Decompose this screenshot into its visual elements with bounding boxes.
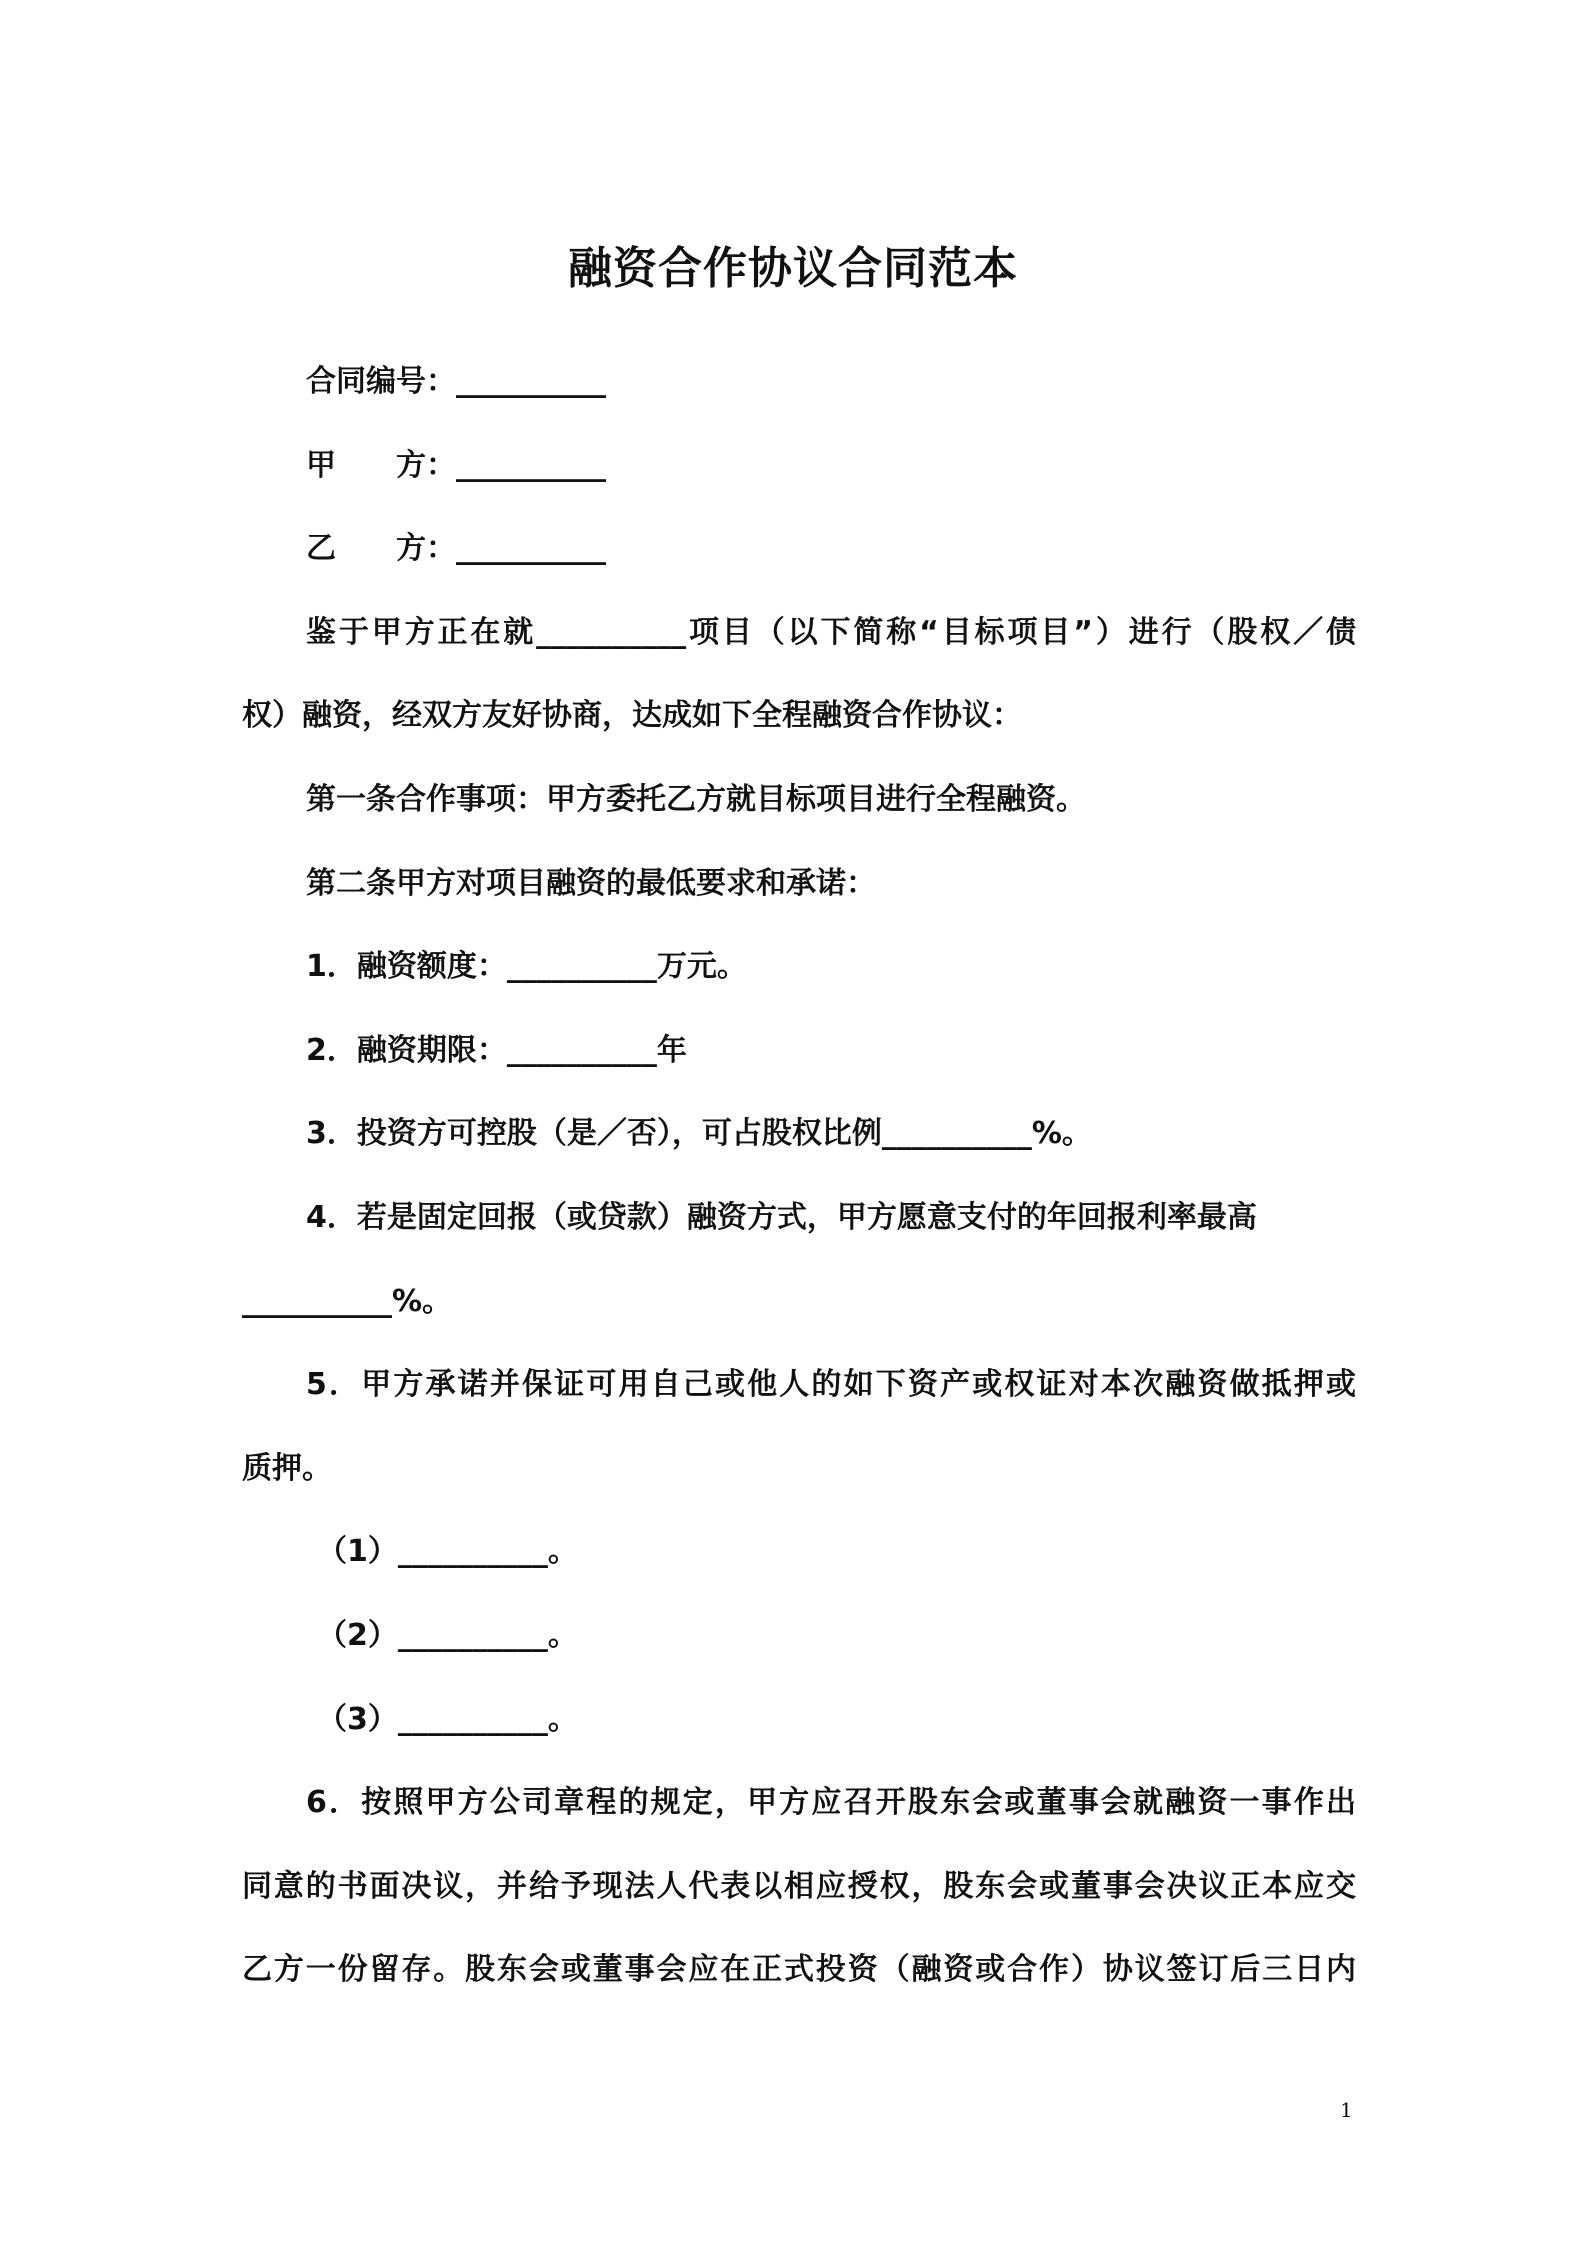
page-number: 1: [1340, 2098, 1353, 2122]
clause-1: 1．融资额度：__________万元。: [306, 949, 747, 985]
document-title: 融资合作协议合同范本: [568, 243, 1018, 294]
document-body: [242, 340, 1356, 2012]
party-b-line: 乙 方：__________: [306, 531, 606, 567]
collateral-item-1: （1）__________。: [317, 1534, 578, 1570]
clause-6: 6．按照甲方公司章程的规定，甲方应召开股东会或董事会就融资一事作出: [306, 1785, 1356, 1821]
clause-5-cont: 质押。: [242, 1450, 332, 1486]
article-1: 第一条合作事项：甲方委托乙方就目标项目进行全程融资。: [306, 781, 1086, 817]
clause-3: 3．投资方可控股（是／否），可占股权比例__________%。: [306, 1116, 1092, 1152]
collateral-item-2: （2）__________。: [317, 1617, 578, 1653]
preamble-line: 权）融资，经双方友好协商，达成如下全程融资合作协议：: [242, 698, 1022, 734]
clause-6-cont: 乙方一份留存。股东会或董事会应在正式投资（融资或合作）协议签订后三日内: [242, 1952, 1356, 1988]
clause-6-cont: 同意的书面决议，并给予现法人代表以相应授权，股东会或董事会决议正本应交: [242, 1868, 1356, 1904]
preamble-line: 鉴于甲方正在就__________项目（以下简称“目标项目”）进行（股权／债: [306, 614, 1356, 650]
clause-2: 2．融资期限：__________年: [306, 1032, 687, 1068]
article-2-heading: 第二条甲方对项目融资的最低要求和承诺：: [306, 865, 876, 901]
party-a-line: 甲 方：__________: [306, 447, 606, 483]
clause-5: 5．甲方承诺并保证可用自己或他人的如下资产或权证对本次融资做抵押或: [306, 1367, 1356, 1403]
contract-number-line: 合同编号：__________: [306, 364, 606, 399]
collateral-item-3: （3）__________。: [317, 1701, 578, 1737]
clause-4: 4．若是固定回报（或贷款）融资方式，甲方愿意支付的年回报利率最高: [306, 1199, 1257, 1235]
clause-4-cont: __________%。: [242, 1283, 453, 1319]
